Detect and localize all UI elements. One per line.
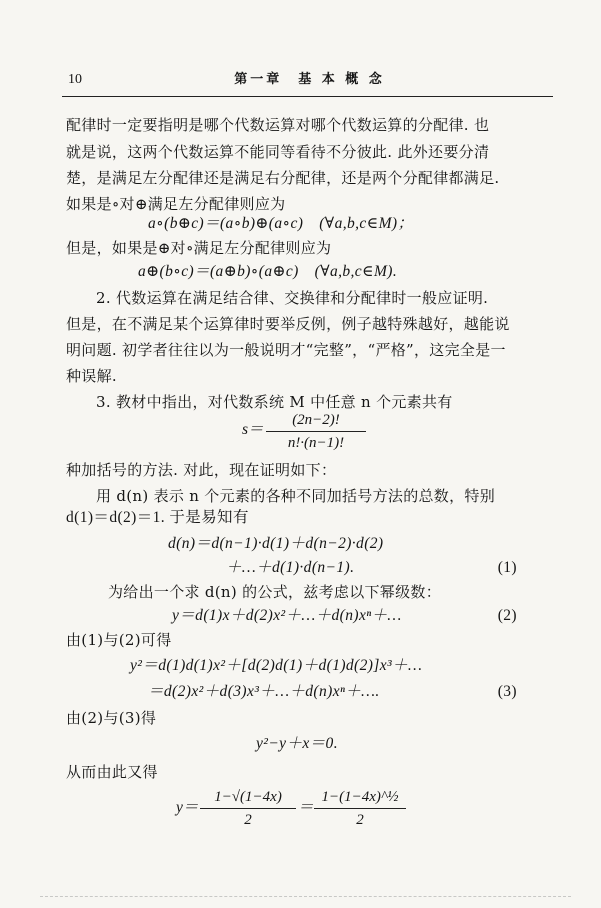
text-line: 明问题. 初学者往往以为一般说明才“完整”，“严格”，这完全是一 [66,341,506,359]
text-line: 种误解. [66,367,117,385]
fraction-bar [200,808,296,809]
text-line: 从而由此又得 [66,763,158,781]
equation-3-line-2: ＝d(2)x²＋d(3)x³＋…＋d(n)xⁿ＋…. [148,683,380,700]
text-line: 如果是∘对⊕满足左分配律则应为 [66,195,286,213]
fraction-denominator: n!·(n−1)! [287,435,345,451]
fraction-denominator: 2 [244,812,252,828]
fraction-numerator: (2n−2)! [292,412,340,428]
text-line: 为给出一个求 d(n) 的公式，兹考虑以下幂级数： [108,583,442,601]
text-line: 配律时一定要指明是哪个代数运算对哪个代数运算的分配律. 也 [66,116,490,134]
fraction-numerator: 1−(1−4x)^½ [321,789,399,805]
text-line: 用 d(n) 表示 n 个元素的各种不同加括号方法的总数，特别 [96,487,496,505]
formula-y-fraction-1 [200,787,296,830]
page-number: 10 [68,72,82,87]
equation-left-distributive: a∘(b⊕c)＝(a∘b)⊕(a∘c) (∀a,b,c∈M)； [148,215,414,232]
header-rule [62,96,553,97]
fraction-bar [266,431,366,432]
formula-y-label: y＝ [176,799,199,816]
fraction-denominator: 2 [356,812,364,828]
text-line: 由(1)与(2)可得 [66,631,172,649]
chapter-title: 第一章 基 本 概 念 [234,72,385,87]
text-line: d(1)＝d(2)＝1. 于是易知有 [66,509,249,526]
text-line: 但是，在不满足某个运算律时要举反例，例子越特殊越好，越能说 [66,315,510,333]
equation-1-line-1: d(n)＝d(n−1)·d(1)＋d(n−2)·d(2) [168,535,384,552]
equation-3-line-1: y²＝d(1)d(1)x²＋[d(2)d(1)＋d(1)d(2)]x³＋… [130,657,423,674]
text-line: 楚，是满足左分配律还是满足右分配律，还是两个分配律都满足. [66,169,500,187]
text-line: 就是说，这两个代数运算不能同等看待不分彼此. 此外还要分清 [66,143,490,161]
equation-4: y²−y＋x＝0. [256,735,338,752]
page-bottom-edge [40,896,571,897]
page-header [66,70,553,90]
text-line: 3. 教材中指出，对代数系统 M 中任意 n 个元素共有 [96,393,453,411]
equation-2: y＝d(1)x＋d(2)x²＋…＋d(n)xⁿ＋… [172,607,402,624]
text-line: 种加括号的方法. 对此，现在证明如下： [66,461,337,479]
equation-1-number: (1) [497,559,517,576]
formula-y-fraction-2 [314,787,406,830]
fraction-bar [314,808,406,809]
text-line: 由(2)与(3)得 [66,709,157,727]
equation-3-number: (3) [497,683,517,700]
equation-1-line-2: ＋…＋d(1)·d(n−1). [226,559,355,576]
equation-2-number: (2) [497,607,517,624]
text-line: 2. 代数运算在满足结合律、交换律和分配律时一般应证明. [96,289,489,307]
text-line: 但是，如果是⊕对∘满足左分配律则应为 [66,239,332,257]
formula-s-label: s＝ [242,421,264,438]
fraction-numerator: 1−√(1−4x) [214,789,282,805]
equation-distributive-2: a⊕(b∘c)＝(a⊕b)∘(a⊕c) (∀a,b,c∈M). [138,263,398,280]
formula-y-equals: ＝ [298,799,314,816]
formula-s-fraction [266,410,366,453]
